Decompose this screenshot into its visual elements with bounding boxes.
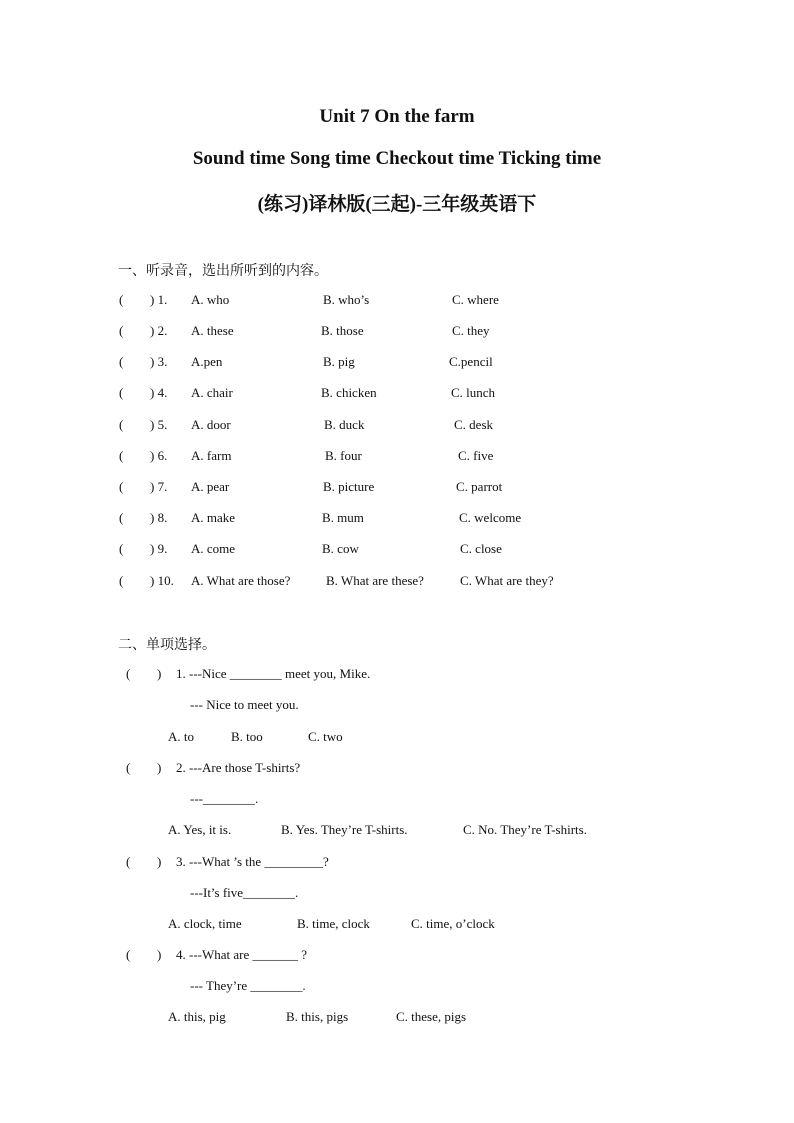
option-b: B. chicken	[321, 385, 377, 400]
option-a: A. pear	[191, 479, 230, 494]
option-c: C. where	[452, 292, 499, 307]
part1-heading: 一、听录音，选出所听到的内容。	[118, 263, 328, 279]
answer-bracket[interactable]: (	[119, 323, 124, 338]
answer-bracket[interactable]: (	[119, 573, 124, 588]
question-stem: 4. ---What are _______ ?	[176, 947, 308, 962]
part2-heading: 二、单项选择。	[118, 637, 216, 653]
question-number: ) 6.	[150, 448, 168, 463]
option-a: A. these	[191, 323, 234, 338]
option-a: A. What are those?	[191, 573, 291, 588]
option-b: B. picture	[323, 479, 375, 494]
option-a: A. make	[191, 510, 236, 525]
question-number: ) 2.	[150, 323, 168, 338]
question-stem: 1. ---Nice ________ meet you, Mike.	[176, 666, 371, 681]
list-item	[0, 541, 794, 561]
answer-bracket[interactable]: (	[119, 417, 124, 432]
option-a: A. to	[168, 729, 194, 744]
question-number: ) 4.	[150, 385, 168, 400]
answer-bracket[interactable]: (	[119, 479, 124, 494]
option-b: B. four	[325, 448, 362, 463]
option-b: B. mum	[322, 510, 364, 525]
answer-bracket-close: )	[157, 854, 162, 869]
option-c: C. two	[308, 729, 343, 744]
question-stem: 2. ---Are those T-shirts?	[176, 760, 301, 775]
option-c: C. welcome	[459, 510, 522, 525]
option-c: C. close	[460, 541, 502, 556]
list-item	[0, 479, 794, 499]
option-b: B. those	[321, 323, 364, 338]
question-number: ) 3.	[150, 354, 168, 369]
option-b: B. too	[231, 729, 263, 744]
answer-bracket[interactable]: (	[119, 385, 124, 400]
answer-bracket-close: )	[157, 947, 162, 962]
option-b: B. time, clock	[297, 916, 370, 931]
option-b: B. duck	[324, 417, 365, 432]
option-c: C. they	[452, 323, 490, 338]
list-item	[0, 510, 794, 530]
option-a: A. farm	[191, 448, 232, 463]
question-reply: --- Nice to meet you.	[190, 697, 299, 712]
question-number: ) 9.	[150, 541, 168, 556]
question-reply: ---________.	[190, 791, 259, 806]
worksheet-edition: (练习)译林版(三起)-三年级英语下	[257, 194, 537, 215]
answer-bracket[interactable]: (	[119, 448, 124, 463]
option-b: B. this, pigs	[286, 1009, 349, 1024]
list-item	[0, 292, 794, 312]
answer-bracket[interactable]: (	[126, 947, 131, 962]
option-a: A. come	[191, 541, 236, 556]
option-c: C. parrot	[456, 479, 503, 494]
list-item	[0, 448, 794, 468]
answer-bracket[interactable]: (	[119, 541, 124, 556]
answer-bracket-close: )	[157, 666, 162, 681]
answer-bracket[interactable]: (	[126, 760, 131, 775]
answer-bracket[interactable]: (	[126, 854, 131, 869]
answer-bracket[interactable]: (	[119, 510, 124, 525]
list-item	[0, 354, 794, 374]
option-c: C. No. They’re T-shirts.	[463, 822, 587, 837]
option-b: B. cow	[322, 541, 359, 556]
question-number: ) 7.	[150, 479, 168, 494]
question-reply: ---It’s five________.	[190, 885, 299, 900]
option-c: C.pencil	[449, 354, 493, 369]
question-number: ) 10.	[150, 573, 174, 588]
question-number: ) 8.	[150, 510, 168, 525]
answer-bracket[interactable]: (	[126, 666, 131, 681]
option-a: A. this, pig	[168, 1009, 226, 1024]
list-item	[0, 323, 794, 343]
option-b: B. What are these?	[326, 573, 424, 588]
question-reply: --- They’re ________.	[190, 978, 306, 993]
option-c: C. lunch	[451, 385, 496, 400]
list-item	[0, 385, 794, 405]
answer-bracket-close: )	[157, 760, 162, 775]
list-item	[0, 573, 794, 593]
question-number: ) 1.	[150, 292, 168, 307]
option-c: C. What are they?	[460, 573, 554, 588]
option-c: C. desk	[454, 417, 493, 432]
option-b: B. who’s	[323, 292, 370, 307]
question-stem: 3. ---What ’s the _________?	[176, 854, 329, 869]
option-c: C. time, o’clock	[411, 916, 495, 931]
worksheet-title: Unit 7 On the farm	[319, 106, 475, 127]
option-c: C. these, pigs	[396, 1009, 467, 1024]
question-number: ) 5.	[150, 417, 168, 432]
worksheet-subtitle: Sound time Song time Checkout time Ticking time	[192, 148, 602, 169]
option-a: A. chair	[191, 385, 233, 400]
option-c: C. five	[458, 448, 494, 463]
option-a: A. who	[191, 292, 230, 307]
list-item	[0, 417, 794, 437]
option-a: A. door	[191, 417, 231, 432]
option-a: A. Yes, it is.	[168, 822, 232, 837]
answer-bracket[interactable]: (	[119, 292, 124, 307]
answer-bracket[interactable]: (	[119, 354, 124, 369]
option-b: B. pig	[323, 354, 355, 369]
option-a: A. clock, time	[168, 916, 242, 931]
option-a: A.pen	[191, 354, 223, 369]
option-b: B. Yes. They’re T-shirts.	[281, 822, 408, 837]
